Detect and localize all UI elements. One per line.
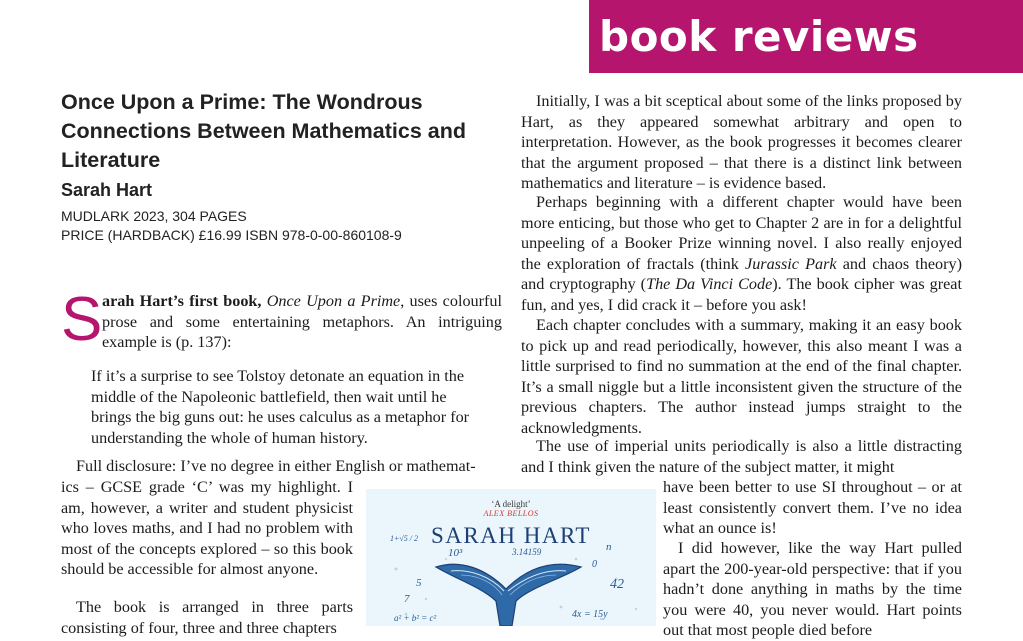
publisher-line: MUDLARK 2023, 304 PAGES: [61, 208, 247, 224]
review-paragraph-2: [521, 192, 962, 316]
intro-paragraph: [102, 291, 502, 353]
block-quote: If it’s a surprise to see Tolstoy detonate an equation in the middle of the Napoleonic battlefield, then wait until he brings the big guns out: he uses calculus as a metaphor for understanding the whole of human history.: [91, 367, 470, 447]
cover-math-6: 42: [610, 577, 624, 592]
intro-bold-text: arah Hart’s first book,: [102, 292, 262, 310]
para2-text-e: ). The book cipher was great fun, and yes, I did crack it – before you ask!: [521, 275, 962, 314]
cover-math-5: 0: [592, 559, 597, 570]
book-author: Sarah Hart: [61, 180, 153, 200]
da-vinci-code-title: The Da Vinci Code: [646, 275, 773, 294]
cover-math-4: n: [606, 541, 612, 553]
cover-math-9: a² + b² = c²: [394, 613, 437, 623]
book-title: Once Upon a Prime: The Wondrous Connections Between Mathematics and Literature: [61, 90, 466, 172]
cover-math-8: 5: [416, 577, 422, 589]
intro-rest-text: , uses colourful prose and some entertaining metaphors. An intriguing example is (p. 137):: [102, 292, 503, 352]
para2-text-a: Perhaps beginning with a different chapter would have been more enticing, but those who get to Chapter 2 are in for a delightful unpeeling of a Booker Prize winning novel. I also really enjoyed the exploration of fractals (think: [521, 193, 962, 273]
intro-book-title: Once Upon a Prime: [266, 292, 401, 310]
drop-cap: S: [61, 285, 103, 354]
cover-math-3: 1+√5 / 2: [390, 534, 419, 543]
jurassic-park-title: Jurassic Park: [745, 254, 837, 273]
section-banner: book reviews: [589, 0, 1023, 73]
para2-text-c: and chaos theory) and cryptography (: [521, 254, 963, 294]
cover-math-1: 10³: [448, 547, 463, 559]
disclosure-paragraph-first-line: Full disclosure: I’ve no degree in either English or mathemat-: [76, 457, 476, 475]
review-paragraph-1: Initially, I was a bit sceptical about some of the links proposed by Hart, as they appeared somewhat arbitrary and open to interpretation. However, as the book progresses it becomes clearer that the argument proposed – that there is a distinct link between mathematics and literature – is evidence based.: [521, 92, 962, 193]
arrangement-paragraph: The book is arranged in three parts consisting of four, three and three chapters: [61, 598, 353, 637]
disclosure-paragraph-rest: ics – GCSE grade ‘C’ was my highlight. I am, however, a writer and student physicist who loves maths, and I had no problem with most of the concepts explored – so this book should be accessible for almost anyone.: [61, 478, 353, 579]
cover-math-10: 4x = 15y: [572, 609, 608, 620]
review-paragraph-3: Each chapter concludes with a summary, making it an easy book to pick up and read periodically, however, this also meant I was a little surprised to find no summation at the end of the final chapter. It’s a small niggle but a little inconsistent given the structure of the previous chapters. The author instead jumps straight to the acknowledgments.: [521, 316, 962, 437]
review-paragraph-4: The use of imperial units periodically is also a little distracting and I think given the nature of the subject matter, it might: [521, 437, 962, 476]
review-paragraph-4-continued: have been better to use SI throughout – or at least consistently convert them. I’ve no idea what an ounce is!: [663, 478, 962, 538]
review-paragraph-5: I did however, like the way Hart pulled apart the 200-year-old perspective: that if you hadn’t done anything in maths by the time you were 40, you never would. Hart points out that most people died before: [663, 539, 962, 640]
book-cover-image: [366, 489, 656, 626]
cover-blurb-author: ALEX BELLOS: [483, 509, 539, 518]
cover-blurb: ‘A delight’: [491, 499, 531, 509]
cover-math-2: 3.14159: [512, 547, 542, 557]
cover-math-7: 7: [404, 593, 410, 605]
cover-author-name: SARAH HART: [431, 523, 591, 548]
book-details: [61, 207, 402, 245]
price-line: PRICE (HARDBACK) £16.99 ISBN 978-0-00-860108-9: [61, 227, 402, 243]
